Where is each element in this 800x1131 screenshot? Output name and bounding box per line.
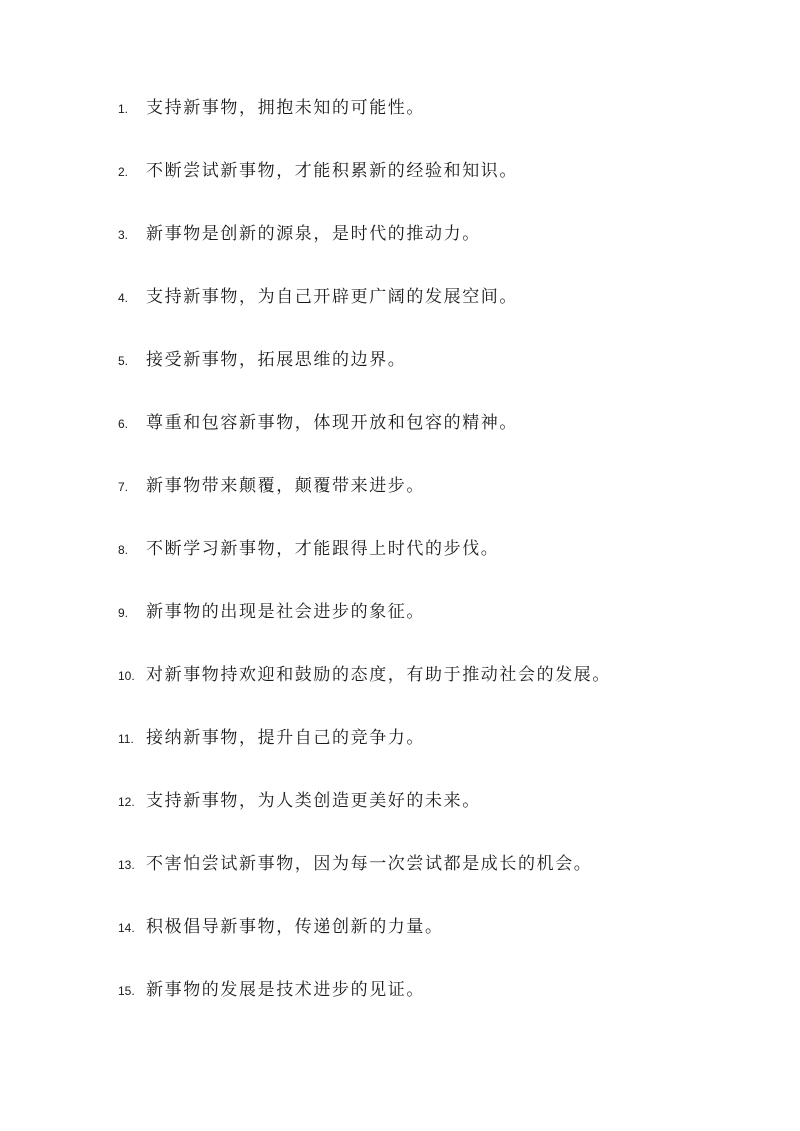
- list-item: [0, 847, 800, 910]
- list-item: [0, 658, 800, 721]
- item-number: 2.: [118, 165, 129, 179]
- list-item: [0, 784, 800, 847]
- item-text: 新事物是创新的源泉，是时代的推动力。: [146, 224, 481, 244]
- item-number: 5.: [118, 354, 129, 368]
- item-text: 新事物的出现是社会进步的象征。: [146, 602, 425, 622]
- item-text: 积极倡导新事物，传递创新的力量。: [146, 917, 444, 937]
- item-text: 不害怕尝试新事物，因为每一次尝试都是成长的机会。: [146, 854, 593, 874]
- item-text: 对新事物持欢迎和鼓励的态度，有助于推动社会的发展。: [146, 665, 611, 685]
- item-number: 1.: [118, 102, 129, 116]
- item-number: 10.: [118, 669, 135, 683]
- item-number: 12.: [118, 795, 135, 809]
- list-item: [0, 532, 800, 595]
- item-text: 新事物带来颠覆，颠覆带来进步。: [146, 476, 425, 496]
- list-item: [0, 280, 800, 343]
- item-number: 3.: [118, 228, 129, 242]
- item-text: 尊重和包容新事物，体现开放和包容的精神。: [146, 413, 518, 433]
- list-item: [0, 343, 800, 406]
- item-number: 7.: [118, 480, 129, 494]
- list-item: [0, 154, 800, 217]
- list-item: [0, 91, 800, 154]
- list-item: [0, 595, 800, 658]
- item-number: 11.: [118, 732, 134, 746]
- list-item: [0, 469, 800, 532]
- item-text: 不断学习新事物，才能跟得上时代的步伐。: [146, 539, 500, 559]
- item-text: 支持新事物，为自己开辟更广阔的发展空间。: [146, 287, 518, 307]
- item-number: 8.: [118, 543, 129, 557]
- list-item: [0, 973, 800, 1036]
- item-number: 13.: [118, 858, 135, 872]
- item-number: 14.: [118, 921, 135, 935]
- numbered-list: [0, 91, 800, 1036]
- item-number: 15.: [118, 984, 135, 998]
- item-number: 6.: [118, 417, 129, 431]
- item-number: 9.: [118, 606, 129, 620]
- list-item: [0, 406, 800, 469]
- item-number: 4.: [118, 291, 129, 305]
- item-text: 新事物的发展是技术进步的见证。: [146, 980, 425, 1000]
- list-item: [0, 721, 800, 784]
- item-text: 支持新事物，为人类创造更美好的未来。: [146, 791, 481, 811]
- item-text: 接纳新事物，提升自己的竞争力。: [146, 728, 425, 748]
- list-item: [0, 910, 800, 973]
- list-item: [0, 217, 800, 280]
- item-text: 接受新事物，拓展思维的边界。: [146, 350, 407, 370]
- item-text: 不断尝试新事物，才能积累新的经验和知识。: [146, 161, 518, 181]
- item-text: 支持新事物，拥抱未知的可能性。: [146, 98, 425, 118]
